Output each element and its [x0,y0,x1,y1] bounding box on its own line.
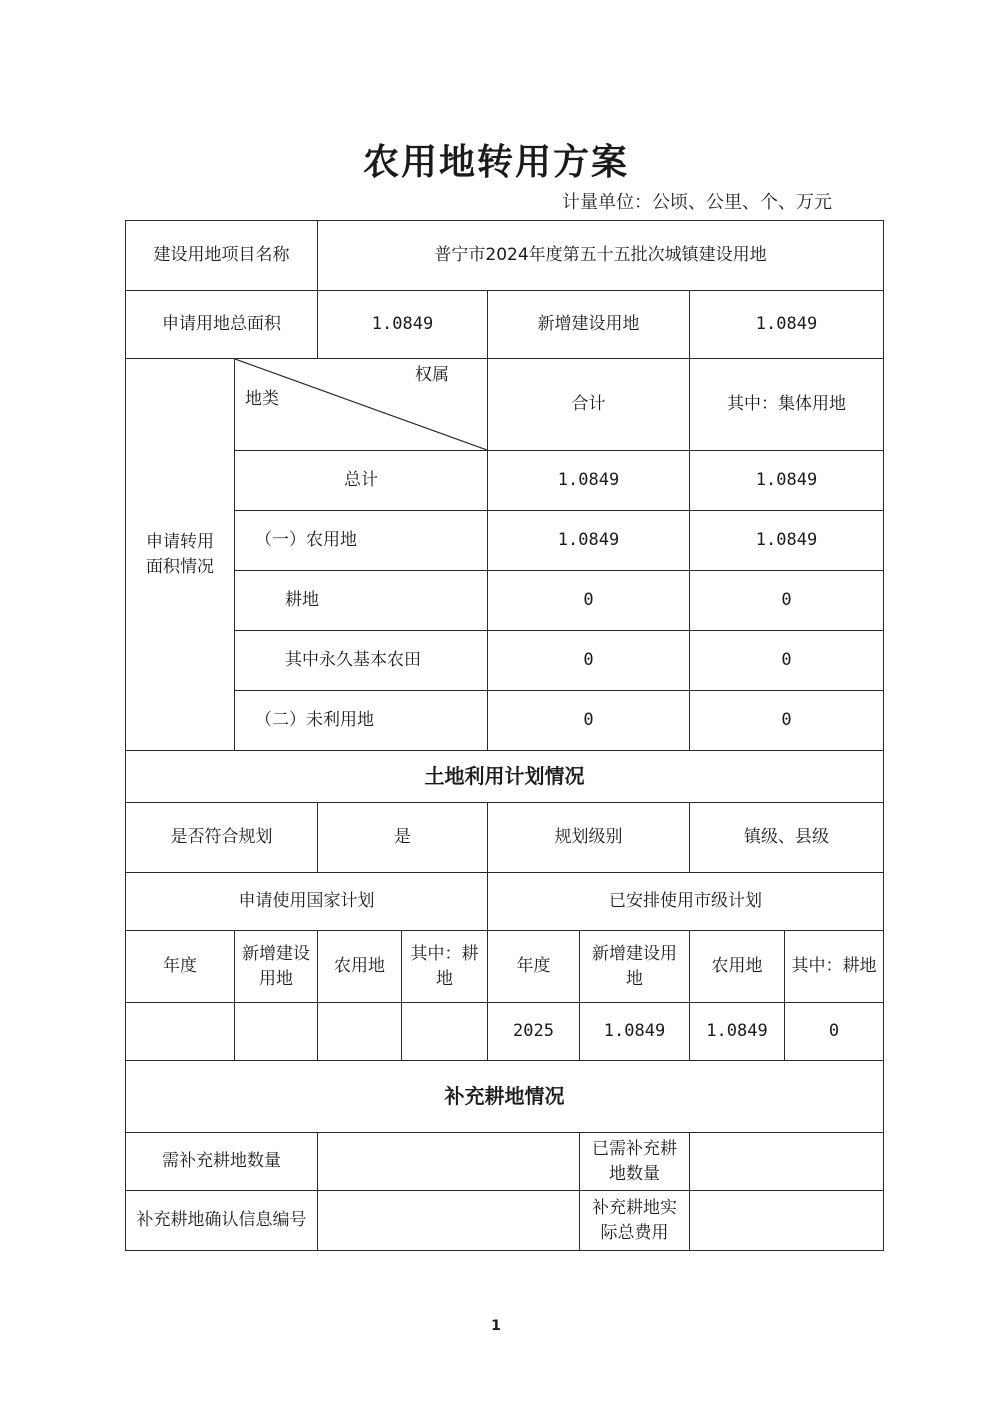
unit-note: 计量单位：公顷、公里、个、万元 [562,192,832,213]
supplement-done-value [690,1133,884,1191]
col-collective: 其中：集体用地 [690,359,884,451]
header-owner: 权属 [415,365,449,385]
national-new [235,1003,318,1061]
national-farm [318,1003,402,1061]
city-col-farm: 农用地 [690,931,785,1003]
table-row [126,451,884,511]
city-col-new: 新增建设用地 [580,931,690,1003]
row-total: 1.0849 [488,451,690,511]
row-label: 总计 [235,451,488,511]
project-name-value: 普宁市2024年度第五十五批次城镇建设用地 [318,221,884,291]
row-collective: 0 [690,691,884,751]
city-farm: 1.0849 [690,1003,785,1061]
supplement-section-title: 补充耕地情况 [126,1061,884,1133]
supplement-cost-label: 补充耕地实际总费用 [580,1191,690,1251]
new-construction-label: 新增建设用地 [488,291,690,359]
row-label: （一）农用地 [235,511,488,571]
national-arable [402,1003,488,1061]
diagonal-header [235,359,488,451]
supplement-confirm-value [318,1191,580,1251]
plan-level-value: 镇级、县级 [690,803,884,873]
row-label: 耕地 [235,571,488,631]
city-year: 2025 [488,1003,580,1061]
new-construction-value: 1.0849 [690,291,884,359]
city-new: 1.0849 [580,1003,690,1061]
table-row [126,691,884,751]
city-col-year: 年度 [488,931,580,1003]
total-area-label: 申请用地总面积 [126,291,318,359]
national-plan-label: 申请使用国家计划 [126,873,488,931]
national-year [126,1003,235,1061]
row-total: 0 [488,631,690,691]
conversion-label: 申请转用面积情况 [126,359,235,751]
plan-level-label: 规划级别 [488,803,690,873]
table-row [126,1003,884,1061]
city-plan-label: 已安排使用市级计划 [488,873,884,931]
table-row [126,571,884,631]
supplement-need-value [318,1133,580,1191]
city-arable: 0 [785,1003,884,1061]
row-label: 其中永久基本农田 [235,631,488,691]
row-collective: 1.0849 [690,451,884,511]
total-area-value: 1.0849 [318,291,488,359]
national-col-farm: 农用地 [318,931,402,1003]
supplement-need-label: 需补充耕地数量 [126,1133,318,1191]
compliance-label: 是否符合规划 [126,803,318,873]
supplement-cost-value [690,1191,884,1251]
page-number: 1 [491,1318,501,1334]
row-collective: 0 [690,571,884,631]
page-title: 农用地转用方案 [362,141,629,183]
city-col-arable: 其中：耕地 [785,931,884,1003]
supplement-done-label: 已需补充耕地数量 [580,1133,690,1191]
supplement-confirm-label: 补充耕地确认信息编号 [126,1191,318,1251]
row-collective: 0 [690,631,884,691]
row-total: 0 [488,571,690,631]
national-col-arable: 其中：耕地 [402,931,488,1003]
row-total: 0 [488,691,690,751]
row-collective: 1.0849 [690,511,884,571]
header-land-type: 地类 [245,389,279,409]
row-total: 1.0849 [488,511,690,571]
row-label: （二）未利用地 [235,691,488,751]
col-total: 合计 [488,359,690,451]
land-plan-section-title: 土地利用计划情况 [126,751,884,803]
compliance-value: 是 [318,803,488,873]
national-col-year: 年度 [126,931,235,1003]
national-col-new: 新增建设用地 [235,931,318,1003]
table-row [126,511,884,571]
project-name-label: 建设用地项目名称 [126,221,318,291]
table-row [126,631,884,691]
land-conversion-table [125,220,884,1251]
